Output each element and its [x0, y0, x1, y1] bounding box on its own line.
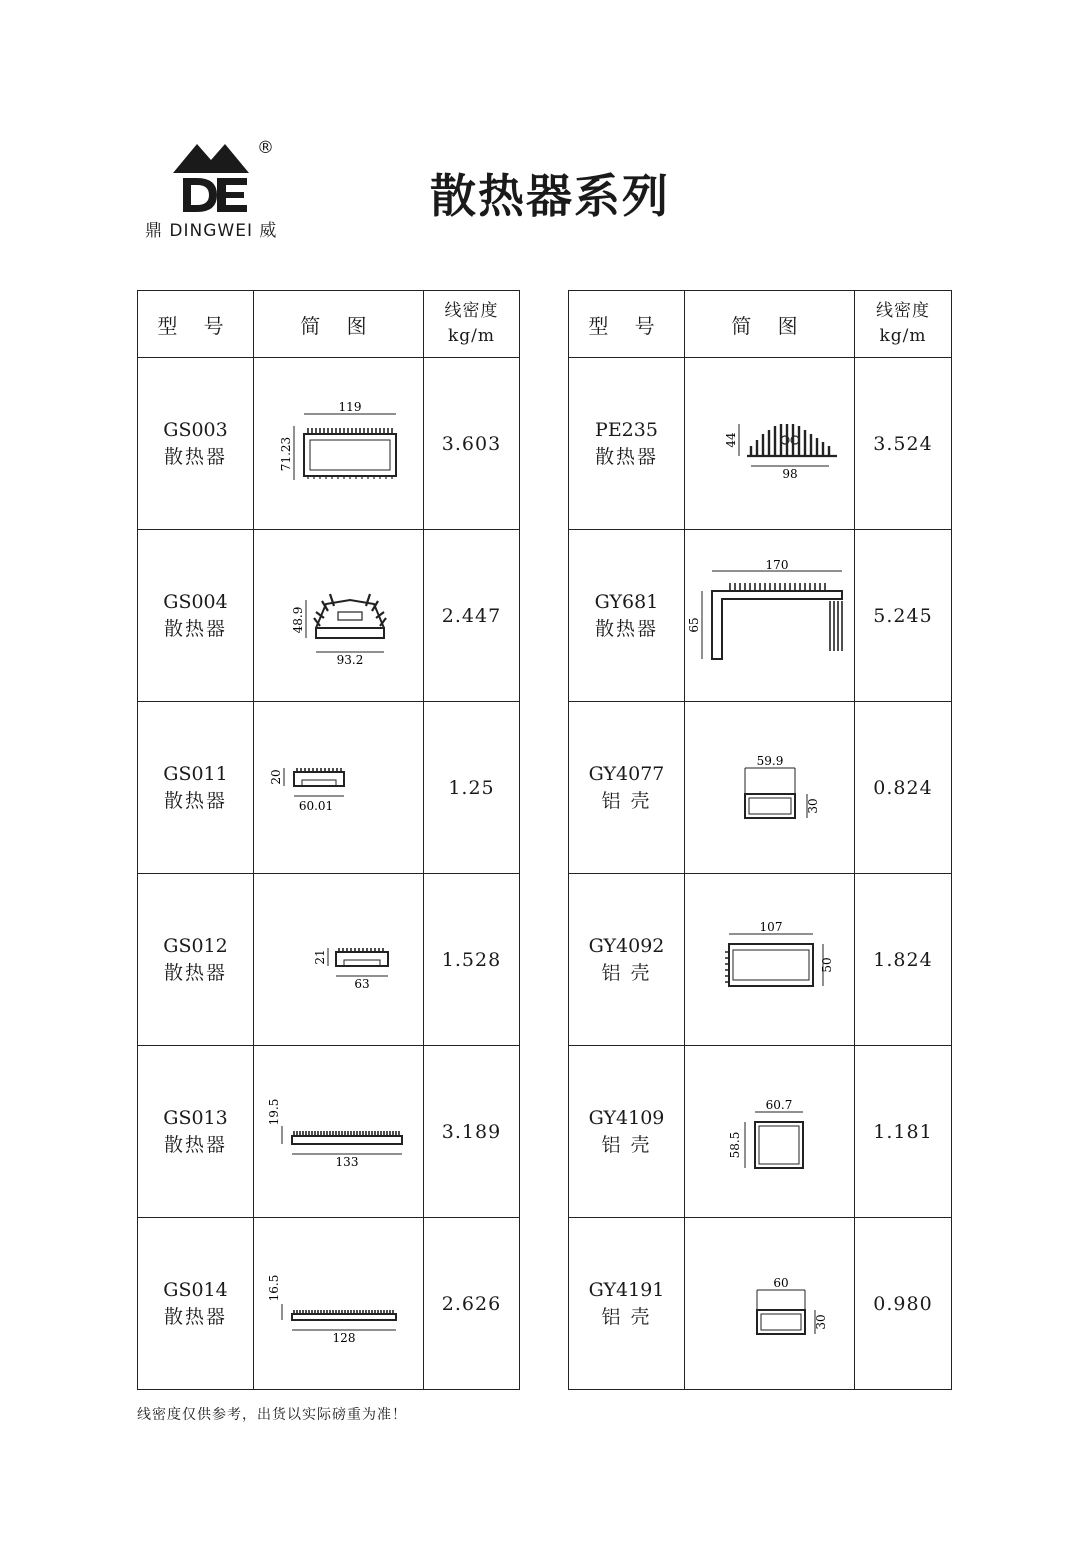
svg-text:98: 98: [781, 466, 798, 481]
drawing-cell: [685, 702, 855, 874]
density-cell: 2.626: [424, 1218, 520, 1390]
svg-text:63: 63: [353, 976, 370, 991]
table-row: [569, 1046, 952, 1218]
brand-cn-right: 威: [259, 221, 278, 241]
model-cell: GS011 散热器: [138, 702, 254, 874]
density-cell: 0.980: [855, 1218, 952, 1390]
page-title: 散热器系列: [430, 169, 670, 223]
model-cell: PE235 散热器: [569, 358, 685, 530]
svg-text:21: 21: [312, 948, 327, 965]
density-cell: 1.181: [855, 1046, 952, 1218]
profile-drawing-gs014: [264, 1254, 414, 1354]
density-cell: 1.824: [855, 874, 952, 1046]
profile-drawing-gy4191: [695, 1254, 845, 1354]
density-cell: 3.524: [855, 358, 952, 530]
model-cell: GS013 散热器: [138, 1046, 254, 1218]
profile-drawing-gy4077: [695, 738, 845, 838]
header-density: 线密度 kg/m: [424, 291, 520, 358]
svg-text:30: 30: [813, 1313, 828, 1330]
right-spec-table: [568, 290, 952, 1390]
drawing-cell: [254, 702, 424, 874]
header-drawing: 简 图: [254, 291, 424, 358]
table-row: [569, 358, 952, 530]
svg-text:107: 107: [759, 919, 782, 934]
registered-mark: ®: [257, 138, 274, 158]
table-row: [569, 702, 952, 874]
left-spec-table: [137, 290, 520, 1390]
drawing-cell: [254, 1218, 424, 1390]
profile-drawing-pe235: [695, 394, 845, 494]
model-cell: GY4077 铝 壳: [569, 702, 685, 874]
svg-text:60: 60: [772, 1275, 789, 1290]
svg-text:128: 128: [332, 1330, 355, 1345]
profile-drawing-gy681: [686, 557, 850, 671]
svg-text:48.9: 48.9: [290, 606, 305, 633]
model-cell: GS003 散热器: [138, 358, 254, 530]
density-cell: 1.25: [424, 702, 520, 874]
svg-text:44: 44: [723, 431, 738, 448]
table-row: [138, 530, 520, 702]
header-model: 型 号: [138, 291, 254, 358]
svg-text:119: 119: [338, 399, 361, 414]
density-cell: 3.603: [424, 358, 520, 530]
drawing-cell: [254, 358, 424, 530]
svg-text:59.9: 59.9: [756, 753, 783, 768]
drawing-cell: [254, 1046, 424, 1218]
drawing-cell: [685, 530, 855, 702]
model-cell: GY4109 铝 壳: [569, 1046, 685, 1218]
density-cell: 1.528: [424, 874, 520, 1046]
drawing-cell: [685, 1218, 855, 1390]
profile-drawing-gy4109: [695, 1082, 845, 1182]
drawing-cell: [685, 1046, 855, 1218]
table-row: [138, 702, 520, 874]
profile-drawing-gy4092: [695, 910, 845, 1010]
table-header-row: [138, 291, 520, 358]
footnote: 线密度仅供参考，出货以实际磅重为准！: [137, 1407, 407, 1423]
drawing-cell: [254, 530, 424, 702]
table-row: [138, 874, 520, 1046]
profile-drawing-gs013: [264, 1082, 414, 1182]
table-row: [569, 530, 952, 702]
svg-text:58.5: 58.5: [727, 1131, 742, 1158]
drawing-cell: [685, 874, 855, 1046]
svg-text:20: 20: [268, 768, 283, 785]
svg-text:60.7: 60.7: [765, 1097, 792, 1112]
model-cell: GY4191 铝 壳: [569, 1218, 685, 1390]
svg-text:50: 50: [819, 956, 834, 973]
table-row: [138, 358, 520, 530]
header-model: 型 号: [569, 291, 685, 358]
density-cell: 3.189: [424, 1046, 520, 1218]
svg-text:19.5: 19.5: [266, 1098, 281, 1125]
table-row: [138, 1218, 520, 1390]
table-row: [138, 1046, 520, 1218]
header-density: 线密度 kg/m: [855, 291, 952, 358]
brand-name: DINGWEI: [169, 221, 253, 241]
table-row: [569, 874, 952, 1046]
svg-text:16.5: 16.5: [266, 1274, 281, 1301]
profile-drawing-gs003: [264, 394, 414, 494]
svg-text:133: 133: [335, 1154, 358, 1169]
model-cell: GS014 散热器: [138, 1218, 254, 1390]
svg-text:65: 65: [686, 616, 701, 633]
svg-text:71.23: 71.23: [278, 436, 293, 471]
drawing-cell: [254, 874, 424, 1046]
header-drawing: 简 图: [685, 291, 855, 358]
drawing-cell: [685, 358, 855, 530]
brand-line: [145, 216, 277, 241]
profile-drawing-gs011: [264, 738, 414, 838]
table-row: [569, 1218, 952, 1390]
svg-text:30: 30: [805, 797, 820, 814]
density-cell: 0.824: [855, 702, 952, 874]
density-cell: 5.245: [855, 530, 952, 702]
model-cell: GY681 散热器: [569, 530, 685, 702]
model-cell: GS012 散热器: [138, 874, 254, 1046]
svg-text:60.01: 60.01: [298, 798, 333, 813]
profile-drawing-gs012: [264, 910, 414, 1010]
table-header-row: [569, 291, 952, 358]
model-cell: GS004 散热器: [138, 530, 254, 702]
brand-cn-left: 鼎: [145, 221, 163, 241]
svg-text:93.2: 93.2: [336, 652, 363, 667]
density-cell: 2.447: [424, 530, 520, 702]
profile-drawing-gs004: [264, 566, 414, 666]
model-cell: GY4092 铝 壳: [569, 874, 685, 1046]
svg-text:170: 170: [765, 557, 788, 572]
